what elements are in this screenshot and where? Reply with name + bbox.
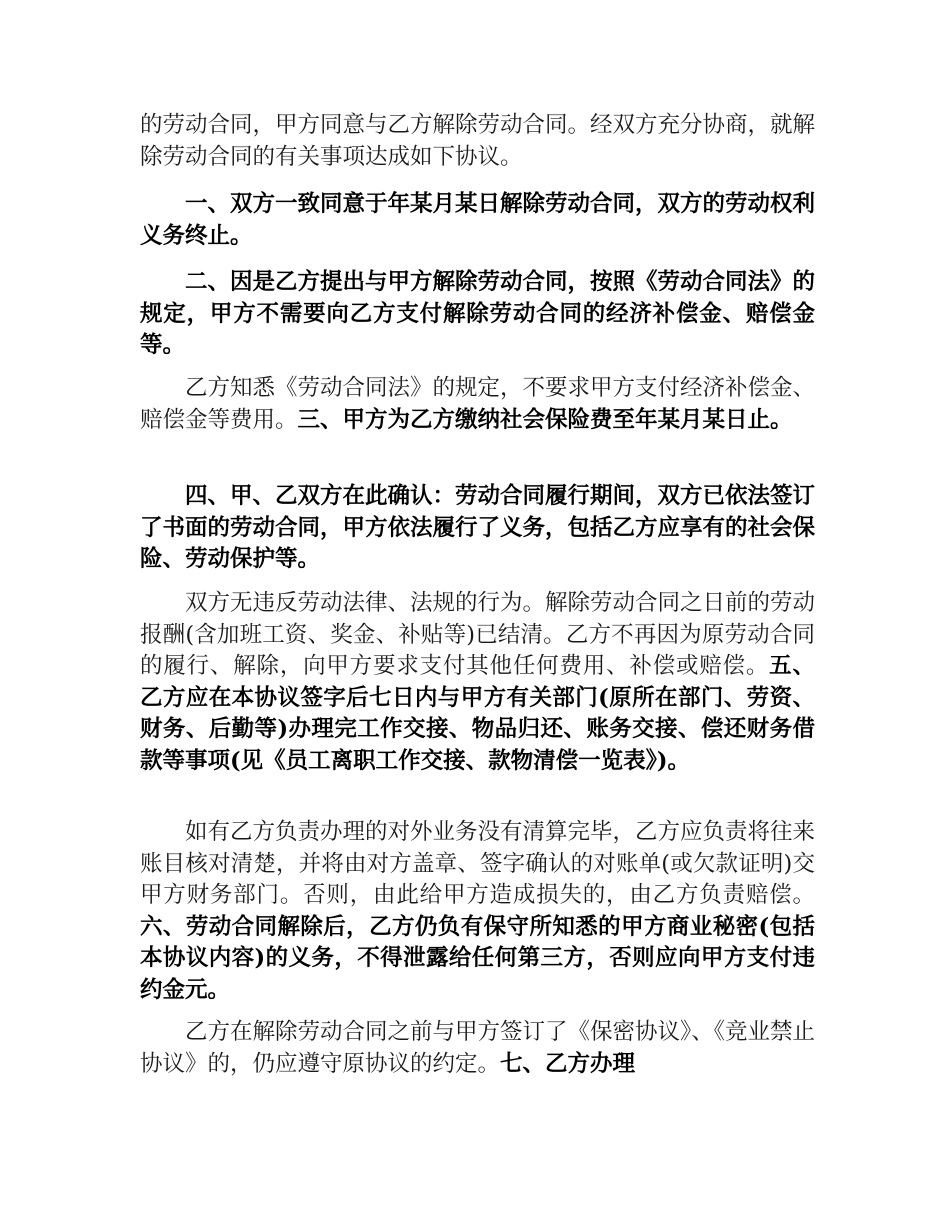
clause-heading: 三、甲方为乙方缴纳社会保险费至年某月某日止。 — [297, 406, 793, 433]
paragraph-text: 乙方在解除劳动合同之前与甲方签订了《保密协议》、《竞业禁止协议》的，仍应遵守原协议的约定。 — [140, 1019, 816, 1077]
clause-4 — [140, 481, 815, 576]
clause-heading: 二、因是乙方提出与甲方解除劳动合同，按照《劳动合同法》的规定，甲方不需要向乙方支付解除劳动合同的经济补偿金、赔偿金等。 — [140, 269, 816, 358]
clause-heading: 七、乙方办理 — [500, 1050, 636, 1077]
paragraph-text: 如有乙方负责办理的对外业务没有清算完毕，乙方应负责将往来账目核对清楚，并将由对方盖章、签字确认的对账单(或欠款证明)交甲方财务部门。否则，由此给甲方造成损失的，由乙方负责赔偿。 — [140, 819, 816, 908]
clause-heading: 一、双方一致同意于年某月某日解除劳动合同，双方的劳动权利义务终止。 — [140, 191, 816, 249]
clause-7 — [140, 1017, 815, 1080]
clause-1 — [140, 189, 815, 252]
clause-6 — [140, 817, 815, 1006]
paragraph-intro — [140, 110, 815, 173]
paragraph-text: 乙方知悉《劳动合同法》的规定，不要求甲方支付经济补偿金、赔偿金等费用。 — [140, 375, 816, 433]
clause-2 — [140, 267, 815, 362]
paragraph-text: 双方无违反劳动法律、法规的行为。解除劳动合同之日前的劳动报酬(含加班工资、奖金、补贴等)已结清。乙方不再因为原劳动合同的履行、解除，向甲方要求支付其他任何费用、补偿或赔偿。 — [140, 590, 816, 679]
paragraph-text: 的劳动合同，甲方同意与乙方解除劳动合同。经双方充分协商，就解除劳动合同的有关事项达成如下协议。 — [140, 112, 816, 170]
clause-heading: 五、乙方应在本协议签字后七日内与甲方有关部门(原所在部门、劳资、财务、后勤等)办理完工作交接、物品归还、账务交接、偿还财务借款等事项(见《员工离职工作交接、款物清偿一览表》)。 — [140, 653, 815, 774]
clause-heading: 六、劳动合同解除后，乙方仍负有保守所知悉的甲方商业秘密(包括本协议内容)的义务，不得泄露给任何第三方，否则应向甲方支付违约金元。 — [140, 913, 815, 1003]
clause-heading: 四、甲、乙双方在此确认：劳动合同履行期间，双方已依法签订了书面的劳动合同，甲方依法履行了义务，包括乙方应享有的社会保险、劳动保护等。 — [140, 483, 816, 572]
clause-5 — [140, 588, 815, 777]
clause-3 — [140, 373, 815, 436]
